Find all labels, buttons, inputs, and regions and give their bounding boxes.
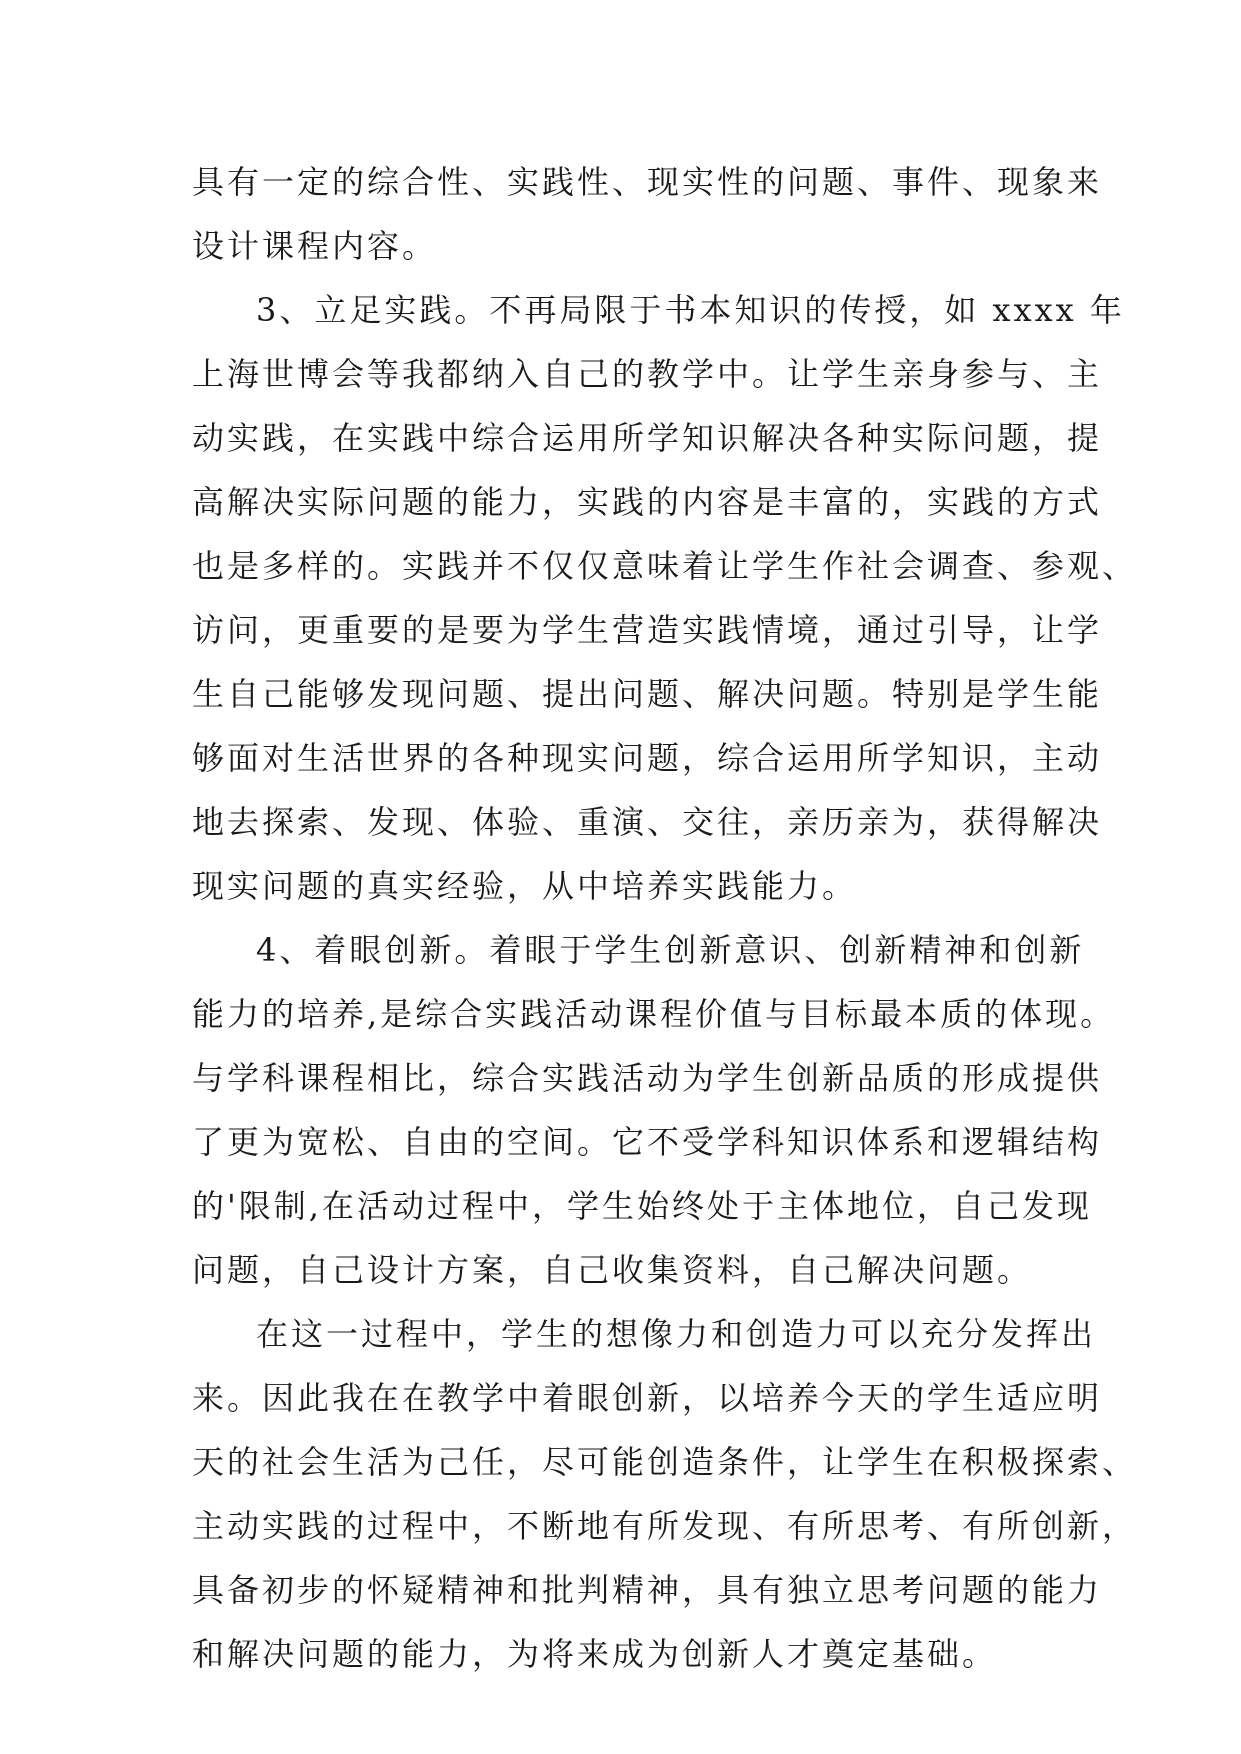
- paragraph-start-line: 4、着眼创新。着眼于学生创新意识、创新精神和创新: [256, 931, 1085, 969]
- text-line: 现实问题的真实经验，从中培养实践能力。: [192, 867, 858, 905]
- text-line: 设计课程内容。: [192, 227, 438, 265]
- text-line: 能力的培养,是综合实践活动课程价值与目标最本质的体现。: [192, 995, 1116, 1033]
- text-line: 访问，更重要的是要为学生营造实践情境，通过引导，让学: [192, 611, 1103, 649]
- text-line: 天的社会生活为己任，尽可能创造条件，让学生在积极探索、: [192, 1443, 1138, 1481]
- text-line: 上海世博会等我都纳入自己的教学中。让学生亲身参与、主: [192, 355, 1103, 393]
- text-line: 问题，自己设计方案，自己收集资料，自己解决问题。: [192, 1251, 1033, 1289]
- text-line: 地去探索、发现、体验、重演、交往，亲历亲为，获得解决: [192, 803, 1103, 841]
- text-line: 和解决问题的能力，为将来成为创新人才奠定基础。: [192, 1635, 998, 1673]
- text-line: 生自己能够发现问题、提出问题、解决问题。特别是学生能: [192, 675, 1103, 713]
- text-line: 动实践，在实践中综合运用所学知识解决各种实际问题，提: [192, 419, 1103, 457]
- text-line: 来。因此我在在教学中着眼创新，以培养今天的学生适应明: [192, 1379, 1103, 1417]
- text-line: 了更为宽松、自由的空间。它不受学科知识体系和逻辑结构: [192, 1123, 1103, 1161]
- paragraph-start-line: 在这一过程中，学生的想像力和创造力可以充分发挥出: [256, 1315, 1097, 1353]
- text-line: 主动实践的过程中，不断地有所发现、有所思考、有所创新，: [192, 1507, 1138, 1545]
- text-line: 具有一定的综合性、实践性、现实性的问题、事件、现象来: [192, 163, 1103, 201]
- document-page: [192, 150, 1138, 1686]
- text-line: 也是多样的。实践并不仅仅意味着让学生作社会调查、参观、: [192, 547, 1138, 585]
- text-line: 够面对生活世界的各种现实问题，综合运用所学知识，主动: [192, 739, 1103, 777]
- text-line: 的'限制,在活动过程中，学生始终处于主体地位，自己发现: [192, 1187, 1092, 1225]
- text-line: 高解决实际问题的能力，实践的内容是丰富的，实践的方式: [192, 483, 1103, 521]
- text-line: 与学科课程相比，综合实践活动为学生创新品质的形成提供: [192, 1059, 1103, 1097]
- text-line: 具备初步的怀疑精神和批判精神，具有独立思考问题的能力: [192, 1571, 1103, 1609]
- paragraph-start-line: 3、立足实践。不再局限于书本知识的传授，如 xxxx 年: [256, 291, 1125, 329]
